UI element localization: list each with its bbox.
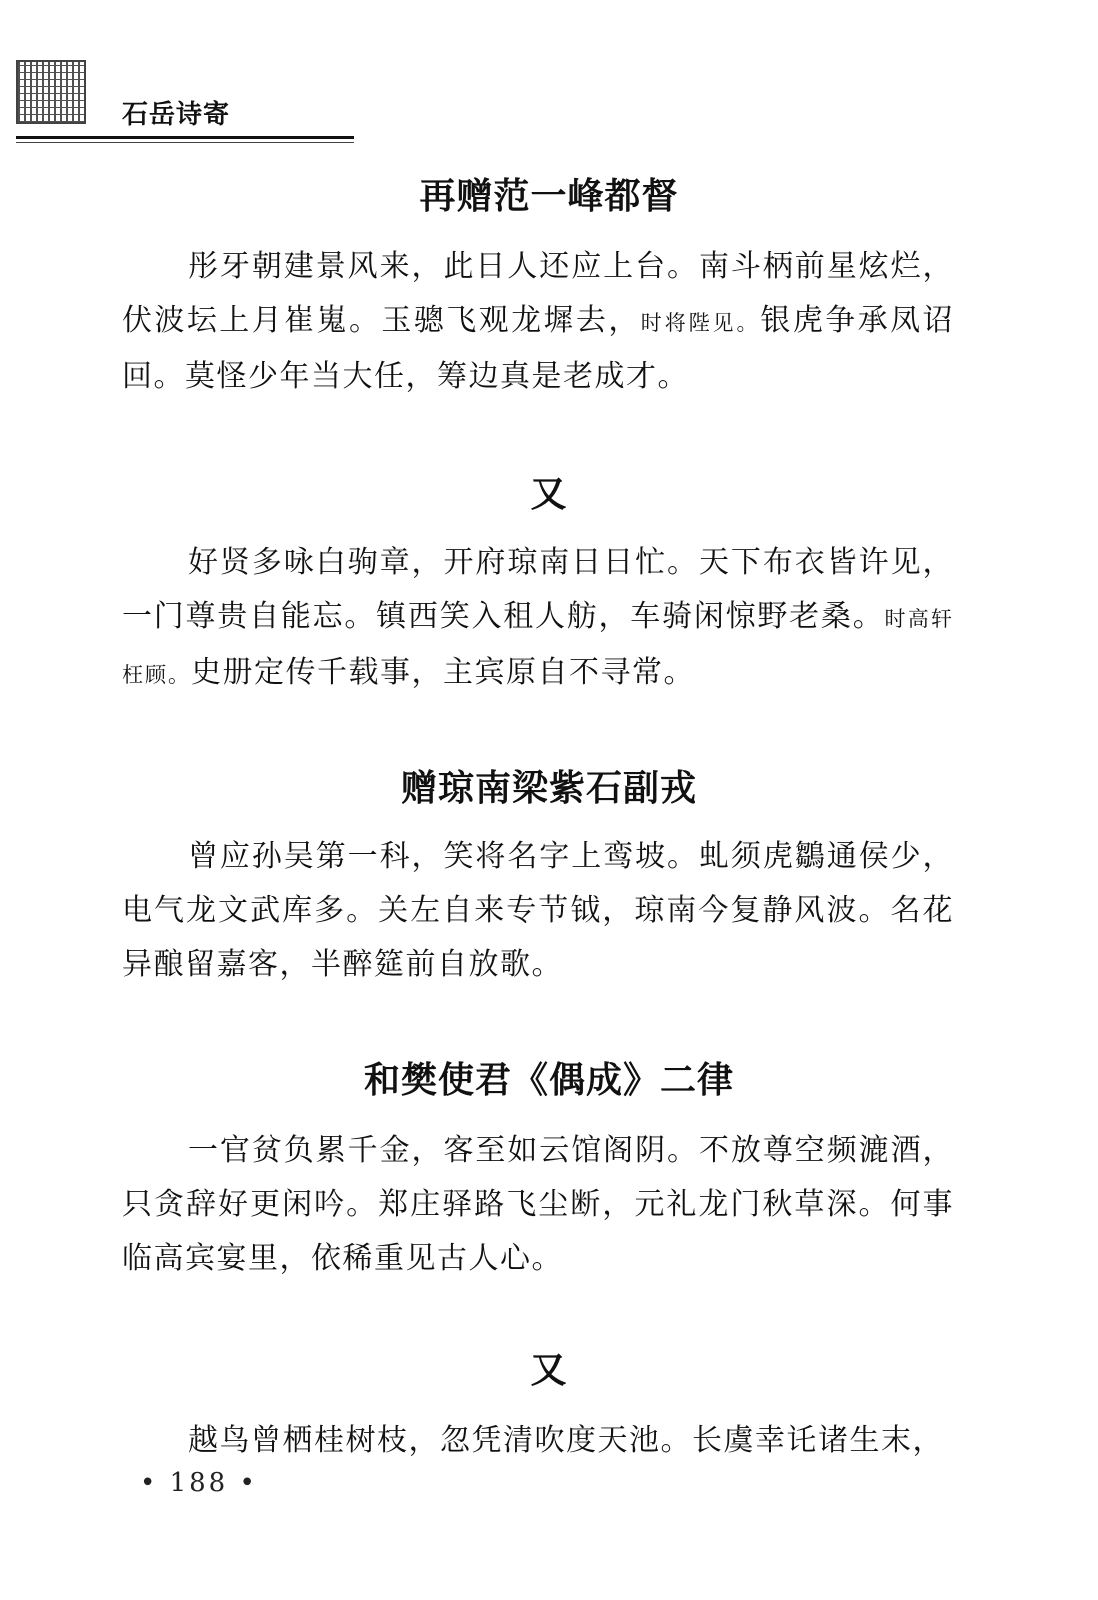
poem-note: 时将陛见。 [640, 311, 761, 335]
poem-body [122, 830, 954, 992]
poem-note: 时高轩枉顾。 [122, 607, 955, 687]
poem-text: 彤牙朝建景风来，此日人还应上台。南斗柄前星炫烂，伏波坛上月崔嵬。玉骢飞观龙墀去， [122, 249, 954, 338]
poem-title: 又 [530, 1349, 568, 1391]
poem-body [122, 536, 954, 702]
poem-body [122, 1414, 954, 1468]
seal-stamp-logo [16, 60, 86, 124]
header-rule-thin [16, 142, 354, 143]
poem-text: 史册定传千载事，主宾原自不寻常。 [191, 655, 695, 690]
poem-text: 越鸟曾栖桂树枝，忽凭清吹度天池。长虞幸讬诸生末， [188, 1423, 944, 1458]
poem-body [122, 1124, 954, 1286]
poem-title: 又 [530, 473, 568, 515]
poem-title: 和樊使君《偶成》二律 [363, 1059, 734, 1101]
poem-title: 再赠范一峰都督 [419, 175, 679, 217]
poem-text: 好贤多咏白驹章，开府琼南日日忙。天下布衣皆许见，一门尊贵自能忘。镇西笑入租人舫，车骑闲惊野老桑。 [122, 545, 954, 634]
poem-title: 赠琼南梁紫石副戎 [400, 767, 697, 809]
poem-text: 银虎争承凤诏回。莫怪少年当大任，筹边真是老成才。 [122, 303, 955, 394]
poem-body [122, 240, 954, 404]
poem-text: 曾应孙吴第一科，笑将名字上鸾坡。虬须虎鶵通侯少，电气龙文武库多。关左自来专节钺，琼南今复静风波。名花异酿留嘉客，半醉筵前自放歌。 [122, 839, 954, 982]
book-title: 石岳诗寄 [122, 100, 231, 130]
header-rule [16, 136, 354, 139]
poem-text: 一官贫负累千金，客至如云馆阁阴。不放尊空频漉酒，只贪辞好更闲吟。郑庄驿路飞尘断，元礼龙门秋草深。何事临高宾宴里，依稀重见古人心。 [122, 1133, 954, 1276]
page-number: • 188 • [140, 1468, 258, 1498]
